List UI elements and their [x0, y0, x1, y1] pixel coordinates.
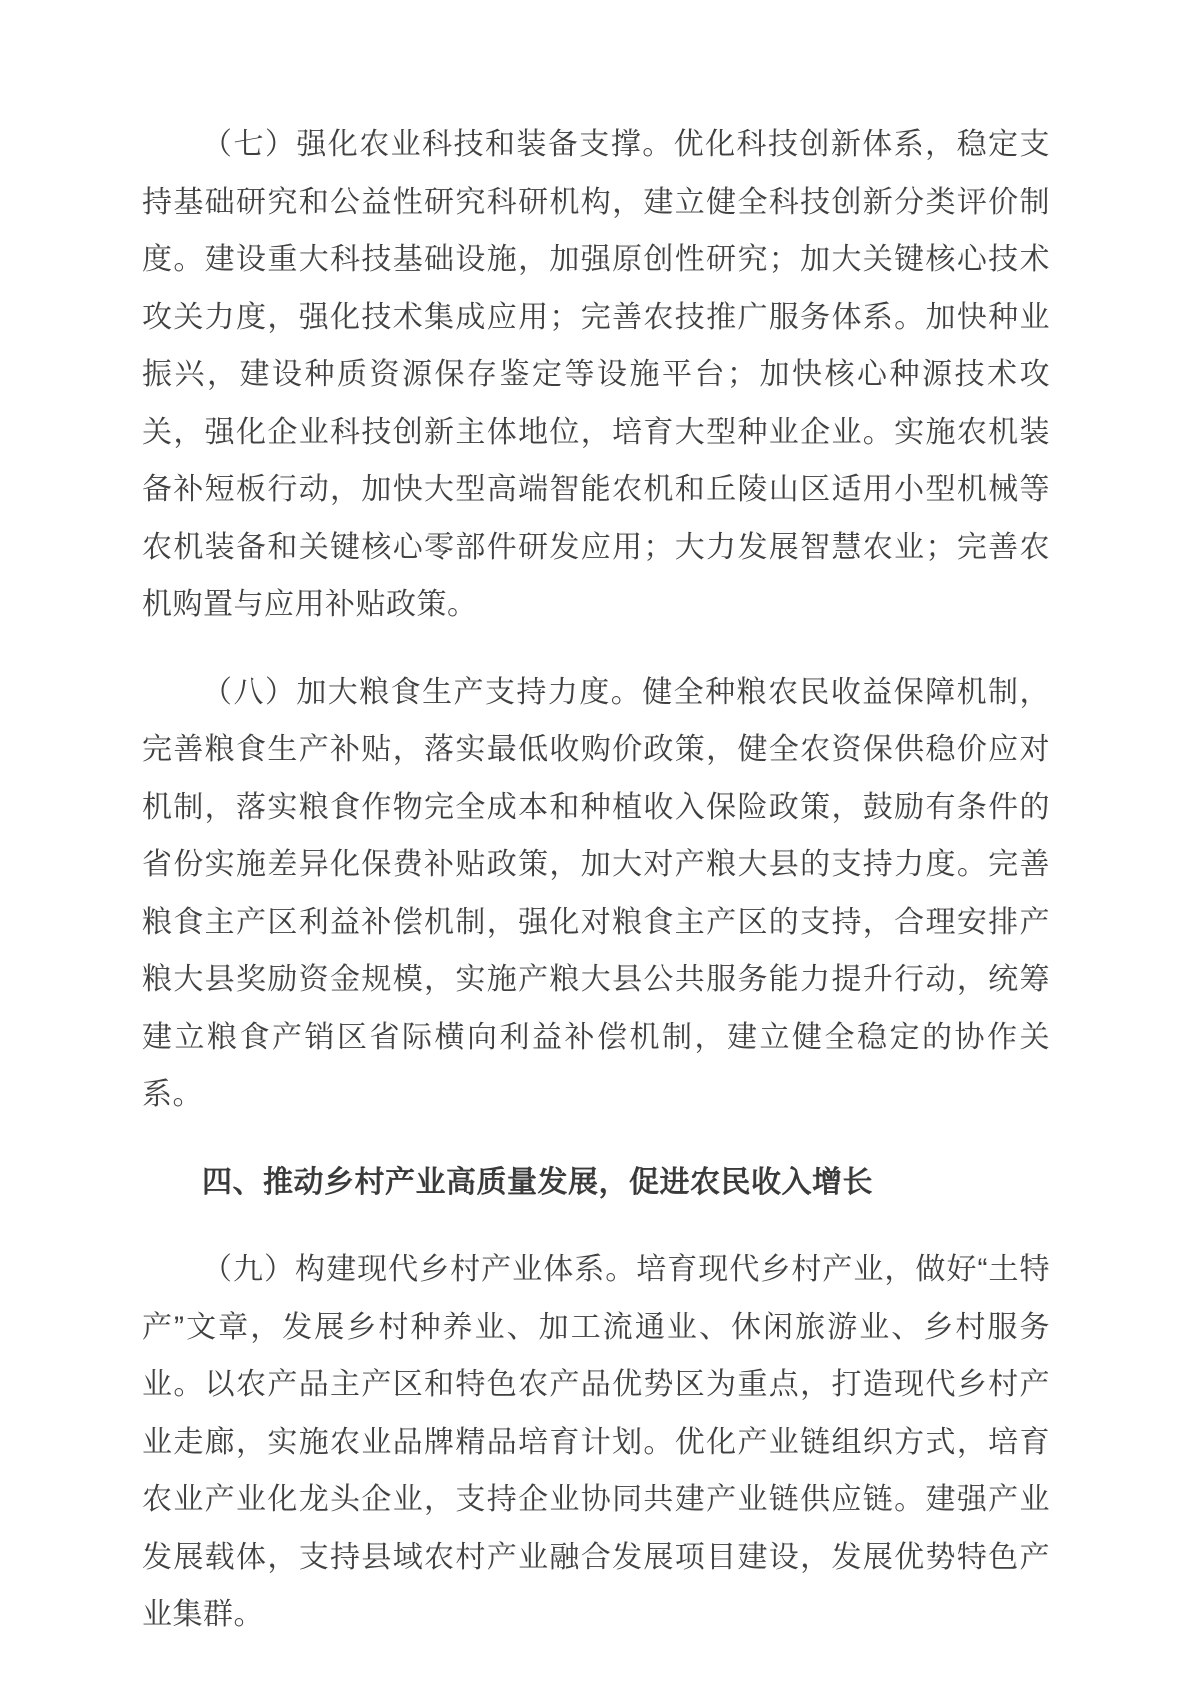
paragraph-section-8: （八）加大粮食生产支持力度。健全种粮农民收益保障机制，完善粮食生产补贴，落实最低收购价政策，健全农资保供稳价应对机制，落实粮食作物完全成本和种植收入保险政策，鼓励有条件的省份实施差异化保费补贴政策，加大对产粮大县的支持力度。完善粮食主产区利益补偿机制，强化对粮食主产区的支持，合理安排产粮大县奖励资金规模，实施产粮大县公共服务能力提升行动，统筹建立粮食产销区省际横向利益补偿机制，建立健全稳定的协作关系。	[142, 675, 1050, 1111]
paragraph-section-7: （七）强化农业科技和装备支撑。优化科技创新体系，稳定支持基础研究和公益性研究科研机构，建立健全科技创新分类评价制度。建设重大科技基础设施，加强原创性研究；加大关键核心技术攻关力度，强化技术集成应用；完善农技推广服务体系。加快种业振兴，建设种质资源保存鉴定等设施平台；加快核心种源技术攻关，强化企业科技创新主体地位，培育大型种业企业。实施农机装备补短板行动，加快大型高端智能农机和丘陵山区适用小型机械等农机装备和关键核心零部件研发应用；大力发展智慧农业；完善农机购置与应用补贴政策。	[142, 128, 1050, 621]
document-content	[142, 116, 1050, 1674]
paragraph-section-9: （九）构建现代乡村产业体系。培育现代乡村产业，做好“土特产”文章，发展乡村种养业、加工流通业、休闲旅游业、乡村服务业。以农产品主产区和特色农产品优势区为重点，打造现代乡村产业走廊，实施农业品牌精品培育计划。优化产业链组织方式，培育农业产业化龙头企业，支持企业协同共建产业链供应链。建强产业发展载体，支持县域农村产业融合发展项目建设，发展优势特色产业集群。	[142, 1253, 1050, 1631]
chapter-heading-4: 四、推动乡村产业高质量发展，促进农民收入增长	[202, 1165, 873, 1199]
